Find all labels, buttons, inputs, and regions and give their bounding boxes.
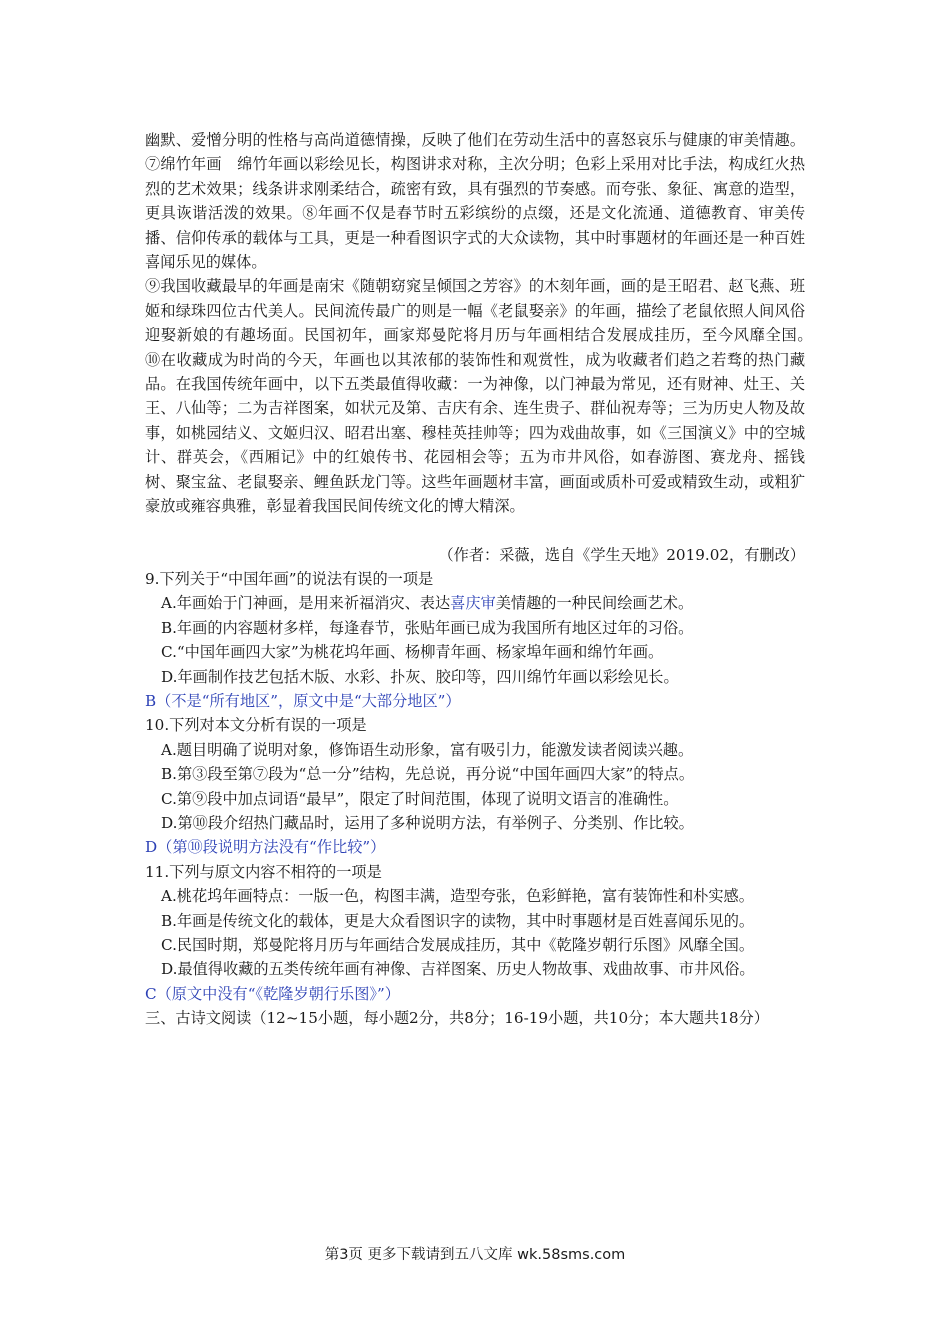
question-11-stem: 11.下列与原文内容不相符的一项是	[145, 862, 382, 881]
question-10-answer: D（第⑩段说明方法没有“作比较”）	[145, 838, 386, 857]
question-9-option-a	[145, 591, 805, 615]
question-9-option-b: B.年画的内容题材多样，每逢春节，张贴年画已成为我国所有地区过年的习俗。	[161, 618, 694, 637]
question-11-option-a: A.桃花坞年画特点：一版一色，构图丰满，造型夸张，色彩鲜艳，富有装饰性和朴实感。	[161, 887, 754, 906]
spacer	[145, 519, 805, 543]
document-body	[145, 128, 836, 1031]
section-3-heading: 三、古诗文阅读（12~15小题，每小题2分，共8分；16-19小题，共10分；本大题共18分）	[145, 1009, 769, 1028]
question-10-option-a: A.题目明确了说明对象，修饰语生动形象，富有吸引力，能激发读者阅读兴趣。	[161, 740, 694, 759]
question-10-stem: 10.下列对本文分析有误的一项是	[145, 716, 367, 735]
option-text: A.年画始于门神画，是用来祈福消灾、表达	[161, 594, 451, 613]
question-9-option-c: C.“中国年画四大家”为桃花坞年画、杨柳青年画、杨家埠年画和绵竹年画。	[161, 643, 664, 662]
passage-paragraph: ⑨我国收藏最早的年画是南宋《随朝窈窕呈倾国之芳容》的木刻年画，画的是王昭君、赵飞燕、班姬和绿珠四位古代美人。民间流传最广的则是一幅《老鼠娶亲》的年画，描绘了老鼠依照人间风俗迎娶新娘的有趣场面。民国初年，画家郑曼陀将月历与年画相结合发展成挂历，至今风靡全国。 ⑩在收藏成为时尚的今天，年画也以其浓郁的装饰性和观赏性，成为收藏者们趋之若骛的热门藏品。在我国传统年画中，以下五类最值得收藏：一为神像，以门神最为常见，还有财神、灶王、关王、八仙等；二为吉祥图案，如状元及第、吉庆有余、连生贵子、群仙祝寿等；三为历史人物及故事，如桃园结义、文姬归汉、昭君出塞、穆桂英挂帅等；四为戏曲故事，如《三国演义》中的空城计、群英会，《西厢记》中的红娘传书、花园相会等；五为市井风俗，如春游图、赛龙舟、摇钱树、聚宝盆、老鼠娶亲、鲤鱼跃龙门等。这些年画题材丰富，画面或质朴可爱或精致生动，或粗犷豪放或雍容典雅，彰显着我国民间传统文化的博大精深。	[145, 277, 836, 516]
question-10-option-b: B.第③段至第⑦段为“总一分”结构，先总说，再分说“中国年画四大家”的特点。	[161, 765, 695, 784]
question-9-stem: 9.下列关于“中国年画”的说法有误的一项是	[145, 569, 434, 588]
page-footer: 第3页 更多下载请到五八文库 wk.58sms.com	[324, 1247, 626, 1263]
highlighted-text: 喜庆审	[450, 594, 496, 613]
question-11-option-c: C.民国时期，郑曼陀将月历与年画结合发展成挂历，其中《乾隆岁朝行乐图》风靡全国。	[161, 936, 755, 954]
question-10-option-c: C.第⑨段中加点词语“最早”，限定了时间范围，体现了说明文语言的准确性。	[161, 789, 679, 808]
question-11-option-b: B.年画是传统文化的载体，更是大众看图识字的读物，其中时事题材是百姓喜闻乐见的。	[161, 911, 755, 930]
question-11-option-d: D.最值得收藏的五类传统年画有神像、吉祥图案、历史人物故事、戏曲故事、市井风俗。	[161, 960, 755, 979]
question-10-option-d: D.第⑩段介绍热门藏品时，运用了多种说明方法，有举例子、分类别、作比较。	[161, 813, 694, 832]
question-9-option-d: D.年画制作技艺包括木版、水彩、扑灰、胶印等，四川绵竹年画以彩绘见长。	[161, 667, 679, 686]
passage-source: （作者：采薇，选自《学生天地》2019.02，有删改）	[438, 545, 805, 564]
passage-paragraph: 幽默、爱憎分明的性格与高尚道德情操，反映了他们在劳动生活中的喜怒哀乐与健康的审美情趣。⑦绵竹年画 绵竹年画以彩绘见长，构图讲求对称，主次分明；色彩上采用对比手法，构成红火热烈的艺术效果；线条讲求刚柔结合，疏密有致，具有强烈的节奏感。而夸张、象征、寓意的造型，更具诙谐活泼的效果。⑧年画不仅是春节时五彩缤纷的点缀，还是文化流通、道德教育、审美传播、信仰传承的载体与工具，更是一种看图识字式的大众读物，其中时事题材的年画还是一种百姓喜闻乐见的媒体。	[145, 131, 805, 272]
question-9-answer: B（不是“所有地区”，原文中是“大部分地区”）	[145, 691, 461, 710]
question-11-answer: C（原文中没有“《乾隆岁朝行乐图》”）	[145, 984, 400, 1003]
option-text: 美情趣的一种民间绘画艺术。	[495, 594, 694, 613]
